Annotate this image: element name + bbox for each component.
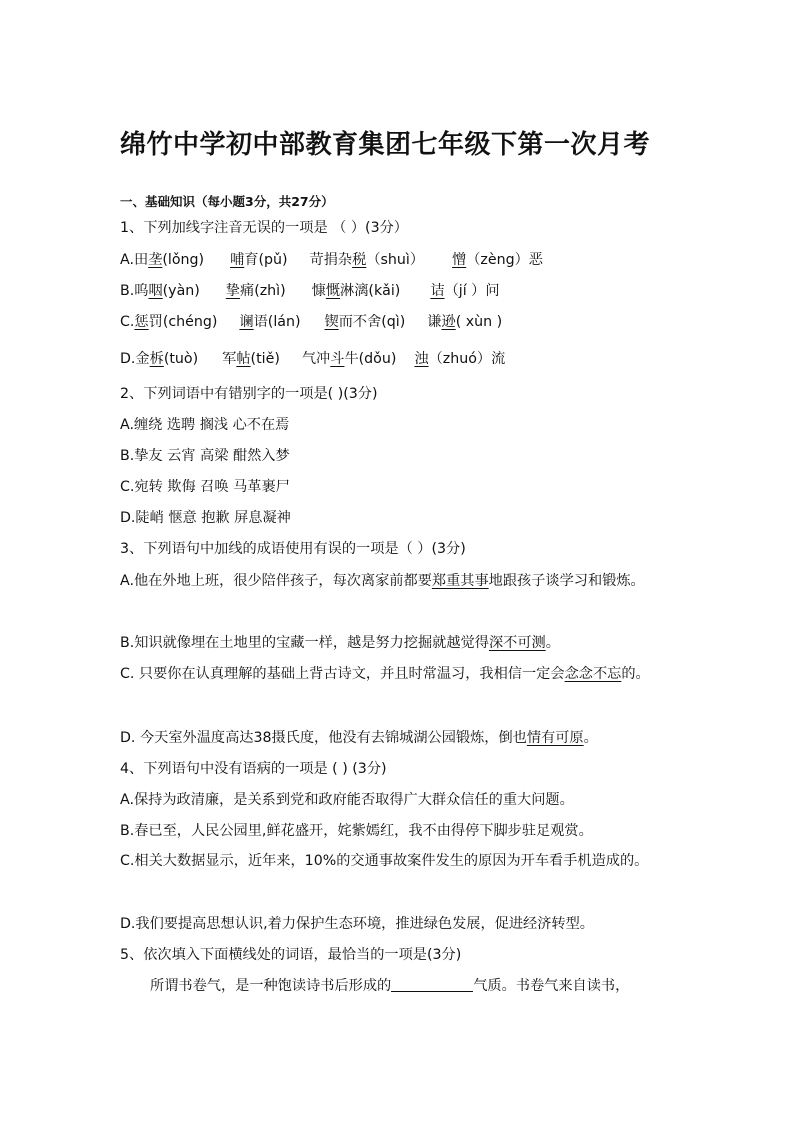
text: 而不舍(qì) [338,314,406,330]
text: B.呜 [120,283,149,299]
underlined-char: 憎 [452,252,467,268]
underlined-char: 咽 [148,283,163,299]
text: 痛(zhì) [240,283,286,299]
question-2-stem: 2、下列词语中有错别字的一项是( )(3分) [120,386,378,402]
text: （zhuó）流 [428,351,506,367]
underlined-char: 慨 [325,283,341,299]
q2-option-c: C.宛转 欺侮 召唤 马革裹尸 [120,479,290,495]
text: A.田 [120,252,149,268]
underlined-char: 帖 [236,351,251,367]
text: 的。 [621,666,650,682]
underlined-char: 垄 [148,252,163,268]
text: 育(pǔ) [244,252,288,268]
section-heading: 一、基础知识（每小题3分，共27分） [120,194,334,209]
text: 语(lán) [253,314,301,330]
q2-option-d: D.陡峭 惬意 抱歉 屏息凝神 [120,510,291,526]
text: 罚(chéng) [148,314,218,330]
q1-option-a [120,250,543,270]
q4-option-b: B.春已至，人民公园里,鲜花盛开，姹紫嫣红，我不由得停下脚步驻足观赏。 [120,823,593,839]
text: 气冲 [301,351,331,367]
q2-option-b: B.挚友 云宵 高梁 酣然入梦 [120,448,290,464]
underlined-char: 锲 [324,314,339,330]
underlined-char: 挚 [225,283,240,299]
text: （shuì） [366,252,425,268]
underlined-char: 诘 [430,283,445,299]
text: (tiě) [250,351,280,367]
text: ( xùn ) [455,314,503,330]
underlined-char: 惩 [134,314,149,330]
text: 气质。书卷气来自读书， [473,978,630,994]
q1-option-b [120,281,500,301]
text: D.金 [120,351,150,367]
text: 苛捐杂 [309,252,353,268]
underlined-char: 斗 [330,351,345,367]
text: 慷 [311,283,326,299]
page-title: 绵竹中学初中部教育集团七年级下第一次月考 [120,130,651,160]
text: D. 今天室外温度高达38摄氏度，他没有去锦城湖公园锻炼，倒也 [120,730,527,746]
text: 淋漓(kǎi) [340,283,401,299]
question-1-stem: 1、下列加线字注音无误的一项是 （ ）(3分） [120,220,408,236]
text: （zèng）恶 [466,252,543,268]
text: (lǒng) [162,252,205,268]
text: 。 [545,635,560,651]
underlined-char: 税 [352,252,367,268]
q1-option-c [120,312,502,332]
text: C. [120,314,135,330]
fill-in-blank [391,977,473,992]
q3-option-d [120,728,598,748]
underlined-idiom: 郑重其事 [431,573,489,589]
q4-option-a: A.保持为政清廉，是关系到党和政府能否取得广大群众信任的重大问题。 [120,792,574,808]
q3-option-c [120,659,680,690]
underlined-char: 谰 [239,314,254,330]
question-4-stem: 4、下列语句中没有语病的一项是 ( ) (3分) [120,761,387,777]
text: 谦 [427,314,442,330]
underlined-char: 逊 [441,314,456,330]
text: 军 [222,351,237,367]
q3-option-b [120,633,560,653]
q5-passage [150,976,629,996]
text: （jí ）问 [444,283,500,299]
underlined-idiom: 深不可测 [488,635,546,651]
q1-option-d [120,349,505,369]
text: 牛(dǒu) [344,351,397,367]
underlined-char: 柝 [149,351,164,367]
text: C. 只要你在认真理解的基础上背古诗文，并且时常温习，我相信一定会 [120,666,565,682]
text: A.他在外地上班，很少陪伴孩子，每次离家前都要 [120,573,432,589]
text: 地跟孩子谈学习和锻炼。 [488,573,645,589]
q4-option-d: D.我们要提高思想认识,着力保护生态环境，推进绿色发展，促进经济转型。 [120,916,594,932]
question-3-stem: 3、下列语句中加线的成语使用有误的一项是（ ）(3分) [120,541,466,557]
text: (tuò) [163,351,199,367]
q2-option-a: A.缠绕 选聘 搁浅 心不在焉 [120,417,290,433]
question-5-stem: 5、依次填入下面横线处的词语，最恰当的一项是(3分) [120,947,462,963]
underlined-idiom: 情有可原 [526,730,584,746]
text: 所谓书卷气，是一种饱读诗书后形成的 [150,978,392,994]
text: 。 [583,730,598,746]
underlined-char: 哺 [230,252,245,268]
underlined-char: 浊 [414,351,429,367]
q3-option-a [120,566,680,597]
underlined-idiom: 念念不忘 [564,666,622,682]
text: (yàn) [162,283,200,299]
text: B.知识就像埋在土地里的宝藏一样，越是努力挖掘就越觉得 [120,635,489,651]
q4-option-c: C.相关大数据显示，近年来，10%的交通事故案件发生的原因为开车看手机造成的。 [120,853,649,869]
